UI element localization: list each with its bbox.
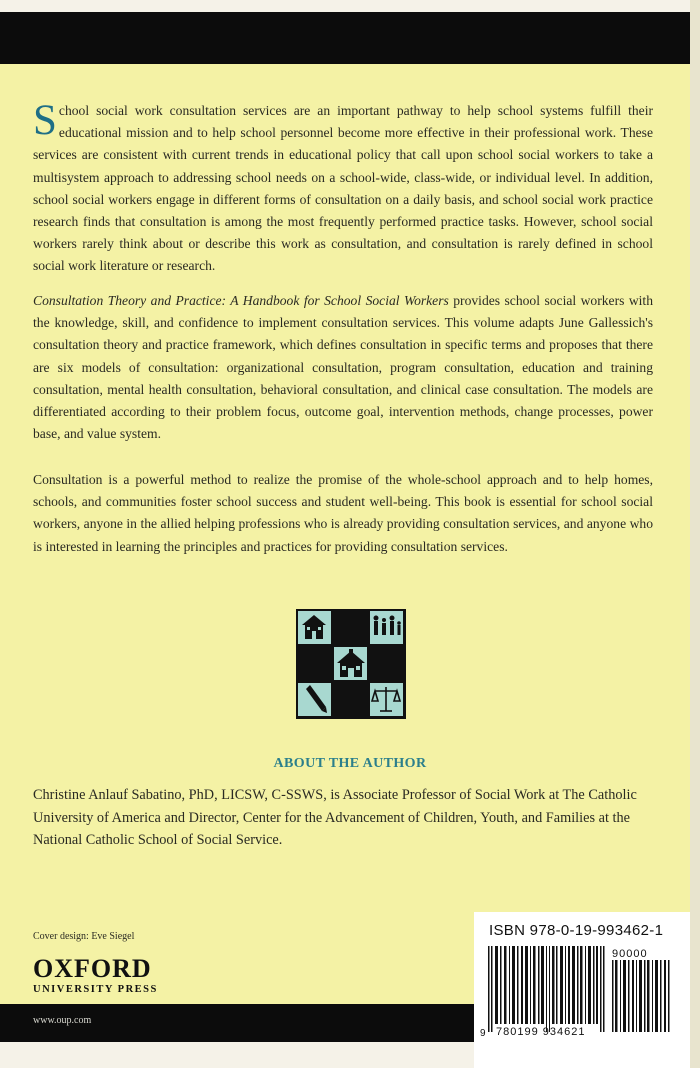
schoolhouse-bell-icon (337, 649, 365, 677)
description-paragraph-3: Consultation is a powerful method to realize the promise of the whole-school approach and to help homes, schools, and communities foster school success and student well-being. This book is essential for school social workers, anyone in the allied helping professions who is already providing consultation services, and anyone who is interested in learning the principles and practices for providing consultation services. (33, 472, 653, 554)
right-edge (690, 0, 700, 1068)
top-band (0, 0, 700, 64)
publisher-subtitle: UNIVERSITY PRESS (33, 984, 158, 995)
family-icon (374, 616, 401, 636)
scales-icon (372, 687, 400, 711)
barcode-lead-digit: 9 (480, 1028, 486, 1039)
barcode-digits: 780199 934621 (496, 1026, 586, 1038)
publisher-url: www.oup.com (33, 1015, 92, 1026)
barcode-addon-digits: 90000 (612, 948, 648, 960)
description-paragraph-1: School social work consultation services are an important pathway to help school systems fulfill their educational mission and to help school personnel become more effective in their professional work. These services are consistent with current trends in educational policy that call upon school social workers to take a multisystem approach to addressing school needs on a school-wide, class-wide, or individual level. In addition, school social workers engage in different forms of consultation on a daily basis, and school social work practice research finds that consultation is among the most frequently performed practice tasks. However, school social workers rarely think about or describe this work as consultation, and consultation is rarely defined in school social work literature or research. (33, 97, 653, 274)
isbn-barcode (474, 912, 690, 1068)
barcode-bars (488, 946, 678, 1032)
drop-cap: S (33, 97, 57, 144)
about-author-heading: ABOUT THE AUTHOR (273, 756, 427, 771)
book-title: Consultation Theory and Practice: A Handbook for School Social Workers (33, 293, 449, 308)
school-house-icon (302, 615, 326, 639)
publisher-logo: OXFORD (33, 954, 152, 983)
isbn-label: ISBN 978-0-19-993462-1 (489, 922, 664, 939)
series-logo (296, 609, 406, 719)
cover-design-credit: Cover design: Eve Siegel (33, 931, 135, 942)
description-paragraph-2: Consultation Theory and Practice: A Handbook for School Social Workers provides school social workers with the knowledge, skill, and confidence to implement consultation services. This volume adapts June Gallessich's consultation theory and practice framework, which defines consultation in specific terms and proposes that there are six models of consultation: organizational consultation, program consultation, education and training consultation, mental health consultation, behavioral consultation, and clinical case consultation. The models are differentiated according to their problem focus, outcome goal, intervention methods, change processes, power base, and value system. (33, 293, 653, 442)
author-bio: Christine Anlauf Sabatino, PhD, LICSW, C-SSWS, is Associate Professor of Social Work at The Catholic University of America and Director, Center for the Advancement of Children, Youth, and Families at the National Catholic School of Social Service. (33, 787, 637, 848)
pencil-icon (306, 685, 327, 713)
logo-icons (296, 609, 406, 719)
